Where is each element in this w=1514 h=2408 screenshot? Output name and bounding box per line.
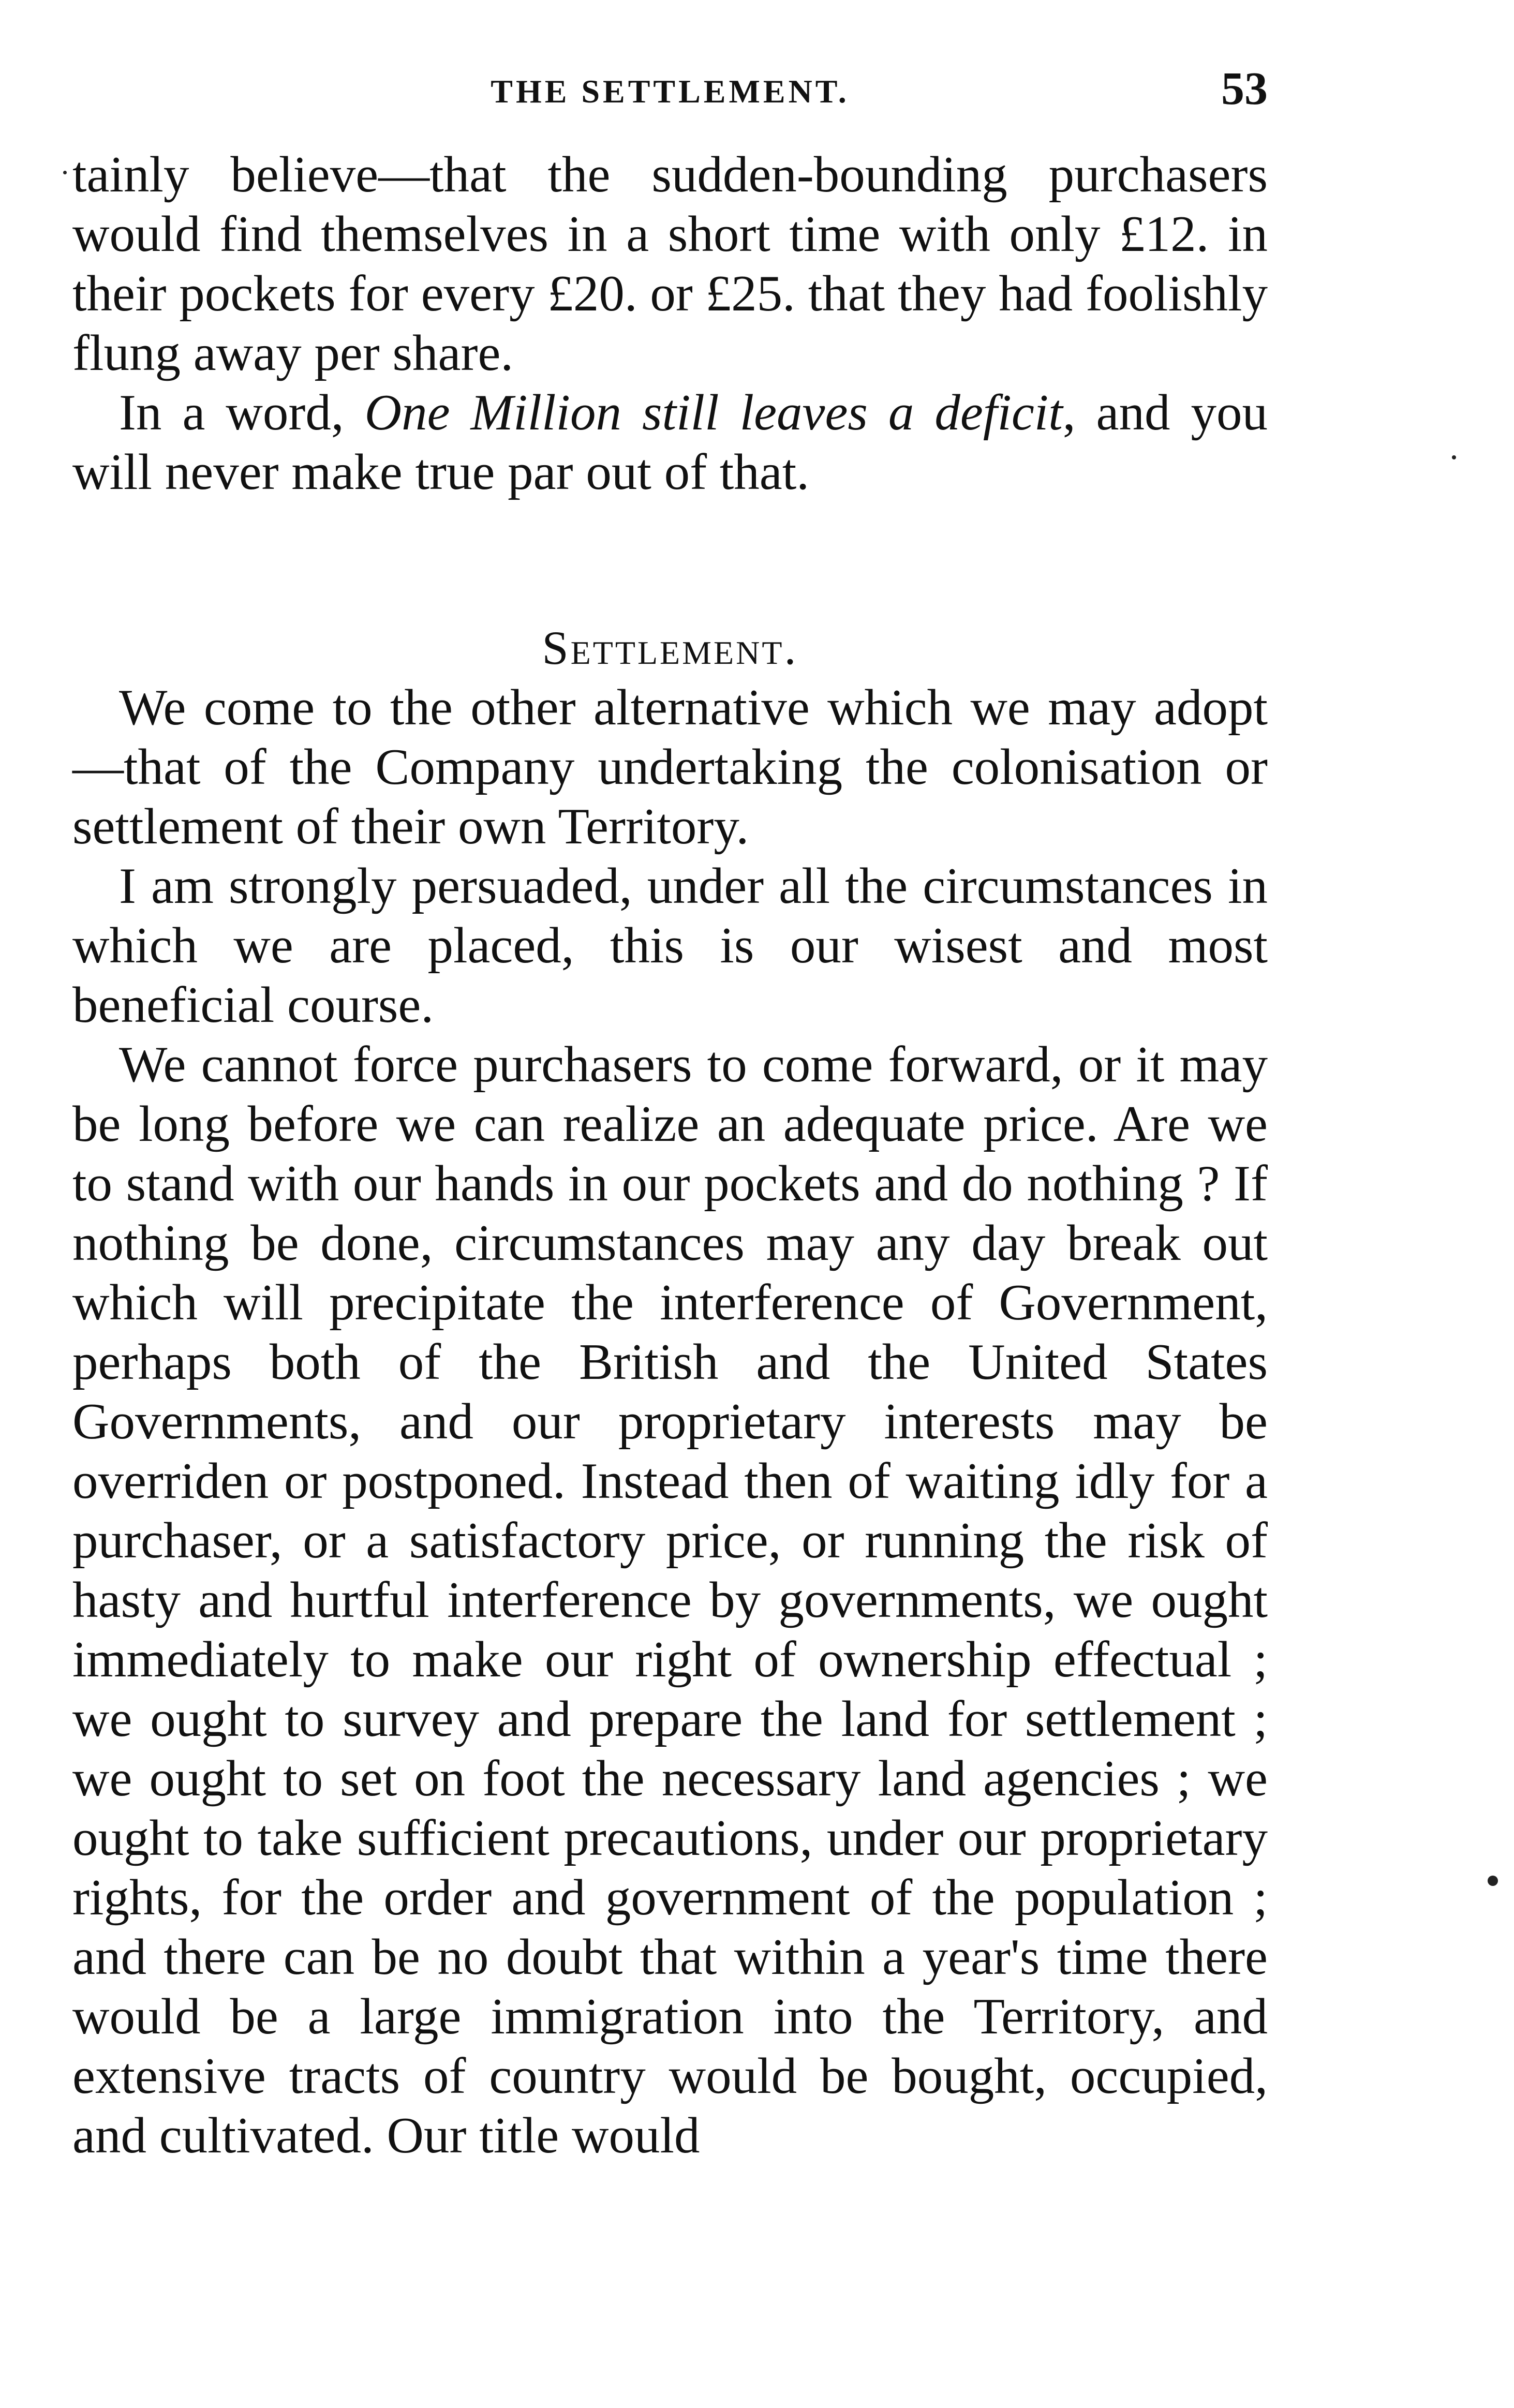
running-head [72,62,1268,124]
paragraph-continued: tainly believe—that the sudden-bounding purchasers would find themselves in a short time with only £12. in their pockets for every £20. or £25. that they had foolishly flung away per share. [72,146,1268,381]
ink-speck [63,171,67,174]
paragraph-purchasers: We cannot force purchasers to come forward, or it may be long before we can realize an adequate price. Are we to stand with our hands in our pockets and do nothing ? If nothing be done, circumstances may any day break out which will precipitate the interference of Government, perhaps both of the British and the United States Governments, and our proprietary interests may be overriden or postponed. Instead then of waiting idly for a purchaser, or a satisfactory price, or running the risk of hasty and hurtful interference by governments, we ought immediately to make our right of ownership effectual ; we ought to survey and prepare the land for settlement ; we ought to set on foot the necessary land agencies ; we ought to take sufficient precautions, under our proprietary rights, for the order and government of the population ; and there can be no doubt that within a year's time there would be a large immigration into the Territory, and extensive tracts of country would be bought, occupied, and cultivated. Our title would [72,1036,1268,2164]
paragraph-deficit [72,383,1268,502]
italic-phrase: One Million still leaves a deficit [364,384,1063,441]
text-run: In a word, [119,384,365,441]
ink-speck [1488,1876,1498,1886]
running-title: THE SETTLEMENT. [491,73,850,110]
body-text [72,145,1268,2165]
text-run: , and you will never make true par out of that. [72,384,1268,500]
section-gap [72,502,1268,618]
ink-speck [1452,455,1456,459]
paragraph-persuaded: I am strongly persuaded, under all the circumstances in which we are placed, this is our wisest and most beneficial course. [72,858,1268,1033]
paragraph-alternative: We come to the other alternative which we may adopt—that of the Company undertaking the colonisation or settlement of their own Territory. [72,679,1268,855]
section-heading: Settlement. [542,621,798,674]
page-number: 53 [1221,63,1268,114]
